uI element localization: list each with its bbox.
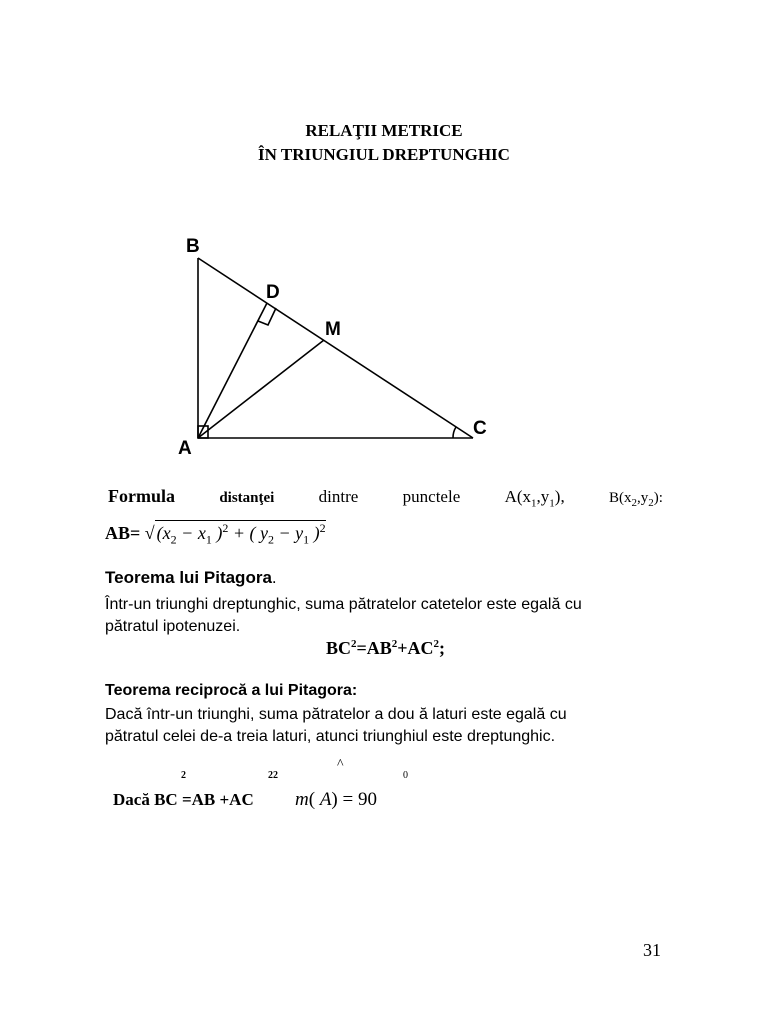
ab-label: AB=	[105, 523, 141, 543]
reciproca-title: Teorema reciprocă a lui Pitagora:	[105, 682, 358, 699]
ab-distance-formula	[105, 520, 326, 548]
hat-mark: ^	[337, 757, 344, 772]
reciproca-equation: Dacă BC =AB +AC	[113, 790, 254, 809]
page-title-line1: RELAŢII METRICE	[305, 121, 463, 140]
label-c: C	[473, 418, 487, 439]
pitagora-equation: $BC^2=AB^2+AC^2$;	[326, 638, 446, 658]
point-a: $A(x_1,y_1)$,	[504, 487, 565, 510]
superscript-22: 22	[268, 770, 278, 781]
reciproca-text-line2: pătratul celei de-a treia laturi, atunci triunghiul este dreptunghic.	[105, 728, 556, 745]
altitude-ad	[198, 303, 267, 438]
radicand: ($x_2 - x_1$ )$^2$ + ( $y_2 - y_1$ )$^2$	[156, 521, 326, 547]
pitagora-title: Teorema lui Pitagora.	[105, 568, 277, 587]
hypotenuse-bc	[198, 258, 473, 438]
reciproca-text-line1: Dacă într-un triunghi, suma pătratelor a dou ă laturi este egală cu	[105, 706, 567, 723]
median-am	[198, 340, 324, 438]
distance-formula-intro	[108, 486, 663, 509]
word-formula: Formula	[108, 486, 175, 506]
angle-arc-c	[453, 427, 456, 438]
triangle-figure	[170, 228, 500, 463]
page-number: 31	[643, 940, 661, 960]
label-a: A	[178, 438, 192, 459]
label-d: D	[266, 282, 280, 303]
word-distantei: distanţei	[219, 490, 275, 506]
angle-a-equation: m( A) = 90	[295, 789, 377, 810]
word-dintre: dintre	[318, 487, 359, 506]
pitagora-text-line2: pătratul ipotenuzei.	[105, 618, 241, 635]
pitagora-text-line1: Într-un triunghi dreptunghic, suma pătratelor catetelor este egală cu	[105, 596, 582, 613]
label-m: M	[325, 319, 341, 340]
sqrt-symbol: √	[144, 523, 155, 543]
label-b: B	[186, 236, 200, 257]
word-punctele: punctele	[402, 487, 461, 506]
superscript-0: 0	[403, 770, 408, 781]
point-b: $B(x_2,y_2)$:	[609, 490, 663, 509]
superscript-2: 2	[181, 770, 186, 781]
page-title-line2: ÎN TRIUNGIUL DREPTUNGHIC	[258, 145, 510, 164]
